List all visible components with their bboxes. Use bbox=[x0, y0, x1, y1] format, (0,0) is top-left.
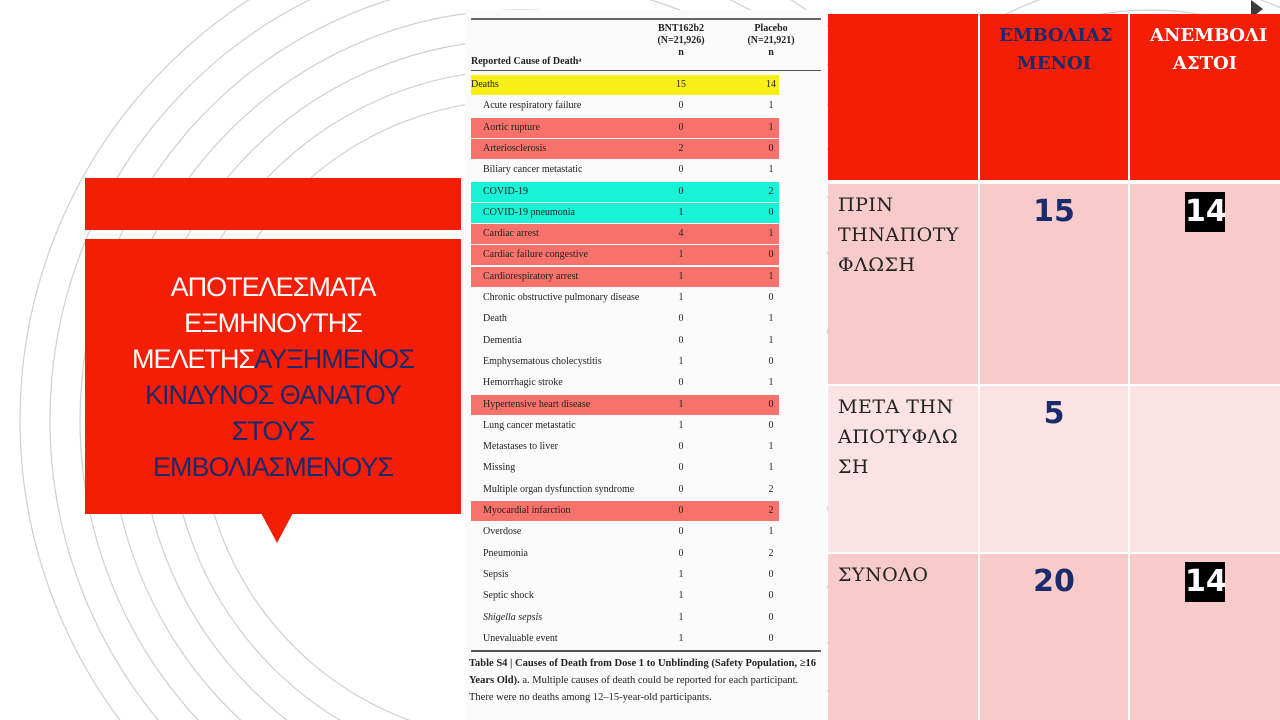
placebo-count: 1 bbox=[768, 377, 774, 389]
col-placebo-unit: n bbox=[768, 47, 774, 58]
placebo-count: 1 bbox=[768, 313, 774, 325]
bnt-count: 0 bbox=[678, 505, 684, 516]
bnt-count: 1 bbox=[678, 590, 684, 602]
source-table-row bbox=[471, 437, 779, 457]
placebo-count: 2 bbox=[768, 547, 774, 559]
placebo-count: 1 bbox=[768, 121, 774, 133]
cause-label: Emphysematous cholecystitis bbox=[483, 355, 602, 367]
title-line bbox=[232, 413, 315, 449]
source-table-row bbox=[471, 480, 779, 500]
bnt-count: 0 bbox=[678, 441, 684, 453]
title-line-2: ΕΞΜΗΝΟΥΤΗΣ bbox=[184, 307, 362, 338]
col-bnt-n: (N=21,926) bbox=[657, 35, 705, 46]
source-table-row bbox=[471, 501, 779, 521]
header-vaccinated: ΕΜΒΟΛΙΑΣ ΜΕΝΟΙ bbox=[999, 25, 1113, 74]
value-vaccinated: 5 bbox=[1043, 396, 1065, 431]
bnt-count: 1 bbox=[678, 355, 684, 367]
source-table-row bbox=[471, 331, 779, 351]
placebo-count: 1 bbox=[768, 526, 774, 538]
row-before-unvaccinated bbox=[1130, 184, 1280, 384]
bnt-count: 0 bbox=[678, 334, 684, 346]
value-vaccinated: 15 bbox=[1033, 194, 1075, 229]
value-unvaccinated: 14 bbox=[1185, 562, 1225, 602]
source-table-row bbox=[471, 458, 779, 478]
source-table-row bbox=[471, 586, 779, 606]
source-table-row bbox=[471, 118, 779, 138]
title-line bbox=[132, 341, 414, 377]
bnt-count: 1 bbox=[678, 632, 684, 644]
bnt-count: 1 bbox=[678, 270, 684, 282]
source-table-row bbox=[471, 522, 779, 542]
source-table-row bbox=[471, 544, 779, 564]
title-line bbox=[145, 377, 401, 413]
caption-text: a. Multiple causes of death could be reported for each participant. There were no deaths among 12–15-year-old participants. bbox=[469, 675, 799, 703]
cause-label: Shigella sepsis bbox=[483, 611, 543, 623]
header-vaccinated-cell bbox=[980, 14, 1128, 180]
bnt-count: 1 bbox=[678, 611, 684, 623]
header-unvaccinated: ΑΝΕΜΒΟΛΙ ΑΣΤΟΙ bbox=[1150, 25, 1268, 74]
source-table-row bbox=[471, 416, 779, 436]
bnt-count: 15 bbox=[676, 79, 686, 90]
cause-label: Death bbox=[483, 313, 507, 325]
placebo-count: 1 bbox=[768, 334, 774, 346]
cause-header: Reported Cause of Deathᵃ bbox=[471, 56, 582, 67]
title-line bbox=[153, 449, 393, 485]
bnt-count: 1 bbox=[678, 292, 684, 303]
source-table-row bbox=[471, 96, 779, 116]
cause-label: Chronic obstructive pulmonary disease bbox=[483, 292, 640, 303]
source-table-row bbox=[471, 75, 779, 95]
source-table-row bbox=[471, 267, 779, 287]
placebo-count: 0 bbox=[768, 249, 774, 261]
placebo-count: 14 bbox=[766, 79, 776, 90]
source-table-row bbox=[471, 288, 779, 308]
bnt-count: 0 bbox=[678, 100, 684, 112]
cause-label: Cardiac arrest bbox=[483, 228, 539, 240]
row-before-unblinding-label bbox=[828, 184, 978, 384]
source-table-row bbox=[471, 203, 779, 223]
summary-table bbox=[828, 14, 1280, 720]
placebo-count: 1 bbox=[768, 462, 774, 474]
bnt-count: 0 bbox=[678, 313, 684, 325]
source-table-row bbox=[471, 309, 779, 329]
bnt-count: 1 bbox=[678, 419, 684, 431]
placebo-count: 0 bbox=[768, 142, 774, 154]
bnt-count: 4 bbox=[678, 228, 684, 240]
source-table-row bbox=[471, 608, 779, 628]
cause-label: Biliary cancer metastatic bbox=[483, 164, 583, 176]
placebo-count: 0 bbox=[768, 206, 774, 218]
cause-label: Septic shock bbox=[483, 590, 534, 602]
bnt-count: 0 bbox=[678, 526, 684, 538]
placebo-count: 0 bbox=[768, 590, 774, 602]
cause-label: Cardiorespiratory arrest bbox=[483, 270, 579, 282]
source-table-row bbox=[471, 224, 779, 244]
source-table-image bbox=[465, 10, 827, 720]
title-line-1: ΑΠΟΤΕΛΕΣΜΑΤΑ bbox=[170, 271, 376, 302]
title-callout bbox=[85, 239, 461, 514]
title-line-6: ΕΜΒΟΛΙΑΣΜΕΝΟΥΣ bbox=[152, 451, 394, 482]
placebo-count: 2 bbox=[768, 185, 774, 197]
col-placebo-name: Placebo bbox=[754, 23, 788, 34]
col-placebo-header bbox=[741, 23, 801, 59]
header-unvaccinated-cell bbox=[1130, 14, 1280, 180]
source-table-row bbox=[471, 629, 779, 649]
bnt-count: 0 bbox=[678, 185, 684, 197]
source-table-row bbox=[471, 182, 779, 202]
row-label-text: ΜΕΤΑ ΤΗΝ ΑΠΟΤΥΦΛΩ ΣΗ bbox=[838, 396, 959, 478]
placebo-count: 0 bbox=[768, 632, 774, 644]
row-after-unblinding-label bbox=[828, 386, 978, 552]
bnt-count: 0 bbox=[678, 121, 684, 133]
placebo-count: 0 bbox=[768, 292, 774, 303]
bnt-count: 1 bbox=[678, 398, 684, 410]
cause-label: Dementia bbox=[483, 334, 522, 346]
cause-label: Unevaluable event bbox=[483, 632, 558, 644]
bnt-count: 1 bbox=[678, 206, 684, 218]
cause-label: Sepsis bbox=[483, 568, 509, 580]
table-top-rule bbox=[471, 18, 821, 20]
source-table-row bbox=[471, 565, 779, 585]
cause-label: COVID-19 bbox=[483, 185, 528, 197]
placebo-count: 0 bbox=[768, 611, 774, 623]
bnt-count: 0 bbox=[678, 377, 684, 389]
col-bnt-header bbox=[651, 23, 711, 59]
bnt-count: 1 bbox=[678, 249, 684, 261]
bnt-count: 1 bbox=[678, 568, 684, 580]
placebo-count: 0 bbox=[768, 355, 774, 367]
callout-pointer bbox=[261, 513, 293, 543]
table-bottom-rule bbox=[471, 650, 821, 652]
title-line bbox=[184, 305, 362, 341]
row-before-vaccinated bbox=[980, 184, 1128, 384]
placebo-count: 1 bbox=[768, 228, 774, 240]
title-line-3b: ΑΥΞΗΜΕΝΟΣ bbox=[254, 343, 414, 374]
bnt-count: 0 bbox=[678, 462, 684, 474]
cause-label: Acute respiratory failure bbox=[483, 100, 582, 112]
source-table-row bbox=[471, 245, 779, 265]
placebo-count: 0 bbox=[768, 419, 774, 431]
cause-label: Missing bbox=[483, 462, 516, 474]
cause-label: Overdose bbox=[483, 526, 522, 538]
cause-label: Pneumonia bbox=[483, 547, 528, 559]
row-label-text: ΠΡΙΝ ΤΗΝΑΠΟΤΥ ΦΛΩΣΗ bbox=[838, 194, 959, 276]
value-unvaccinated: 14 bbox=[1185, 192, 1225, 232]
col-bnt-unit: n bbox=[678, 47, 684, 58]
cause-label: Hypertensive heart disease bbox=[483, 398, 591, 410]
source-table-row bbox=[471, 139, 779, 159]
source-table-row bbox=[471, 352, 779, 372]
cause-label: Hemorrhagic stroke bbox=[483, 377, 563, 389]
title-line-3a: ΜΕΛΕΤΗΣ bbox=[132, 343, 255, 374]
cause-label: Aortic rupture bbox=[483, 121, 540, 133]
bnt-count: 0 bbox=[678, 164, 684, 176]
title-line-4: ΚΙΝΔΥΝΟΣ ΘΑΝΑΤΟΥ bbox=[145, 379, 401, 410]
placebo-count: 2 bbox=[768, 505, 774, 516]
cause-label: Lung cancer metastatic bbox=[483, 419, 576, 431]
title-line bbox=[171, 269, 376, 305]
source-table-row bbox=[471, 373, 779, 393]
cause-label: Metastases to liver bbox=[483, 441, 558, 453]
col-placebo-n: (N=21,921) bbox=[747, 35, 795, 46]
placebo-count: 2 bbox=[768, 483, 774, 495]
placebo-count: 0 bbox=[768, 568, 774, 580]
placebo-count: 1 bbox=[768, 100, 774, 112]
row-after-vaccinated bbox=[980, 386, 1128, 552]
cause-label: Multiple organ dysfunction syndrome bbox=[483, 483, 635, 495]
source-table-row bbox=[471, 160, 779, 180]
cause-label: COVID-19 pneumonia bbox=[483, 206, 575, 218]
cause-label: Arteriosclerosis bbox=[483, 142, 547, 154]
placebo-count: 1 bbox=[768, 164, 774, 176]
row-total-label bbox=[828, 554, 978, 720]
header-corner-cell bbox=[828, 14, 978, 180]
bnt-count: 0 bbox=[678, 483, 684, 495]
decorative-red-bar bbox=[85, 178, 461, 230]
placebo-count: 1 bbox=[768, 270, 774, 282]
row-after-unvaccinated bbox=[1130, 386, 1280, 552]
bnt-count: 0 bbox=[678, 547, 684, 559]
source-table-row bbox=[471, 395, 779, 415]
cause-label: Myocardial infarction bbox=[483, 505, 571, 516]
value-vaccinated: 20 bbox=[1033, 564, 1075, 599]
row-label-text: ΣΥΝΟΛΟ bbox=[838, 564, 929, 586]
title-line-5: ΣΤΟΥΣ bbox=[231, 415, 315, 446]
caption-title: Table S4 | Causes of Death from Dose 1 to Unblinding (Safety Population, ≥16 Years Old). bbox=[469, 658, 817, 686]
row-total-unvaccinated bbox=[1130, 554, 1280, 720]
placebo-count: 0 bbox=[768, 398, 774, 410]
row-total-vaccinated bbox=[980, 554, 1128, 720]
header-rule bbox=[471, 70, 821, 71]
cause-label: Deaths bbox=[471, 79, 499, 90]
bnt-count: 2 bbox=[678, 142, 684, 154]
table-caption bbox=[469, 655, 823, 706]
placebo-count: 1 bbox=[768, 441, 774, 453]
cause-label: Cardiac failure congestive bbox=[483, 249, 588, 261]
col-bnt-name: BNT162b2 bbox=[657, 23, 705, 34]
